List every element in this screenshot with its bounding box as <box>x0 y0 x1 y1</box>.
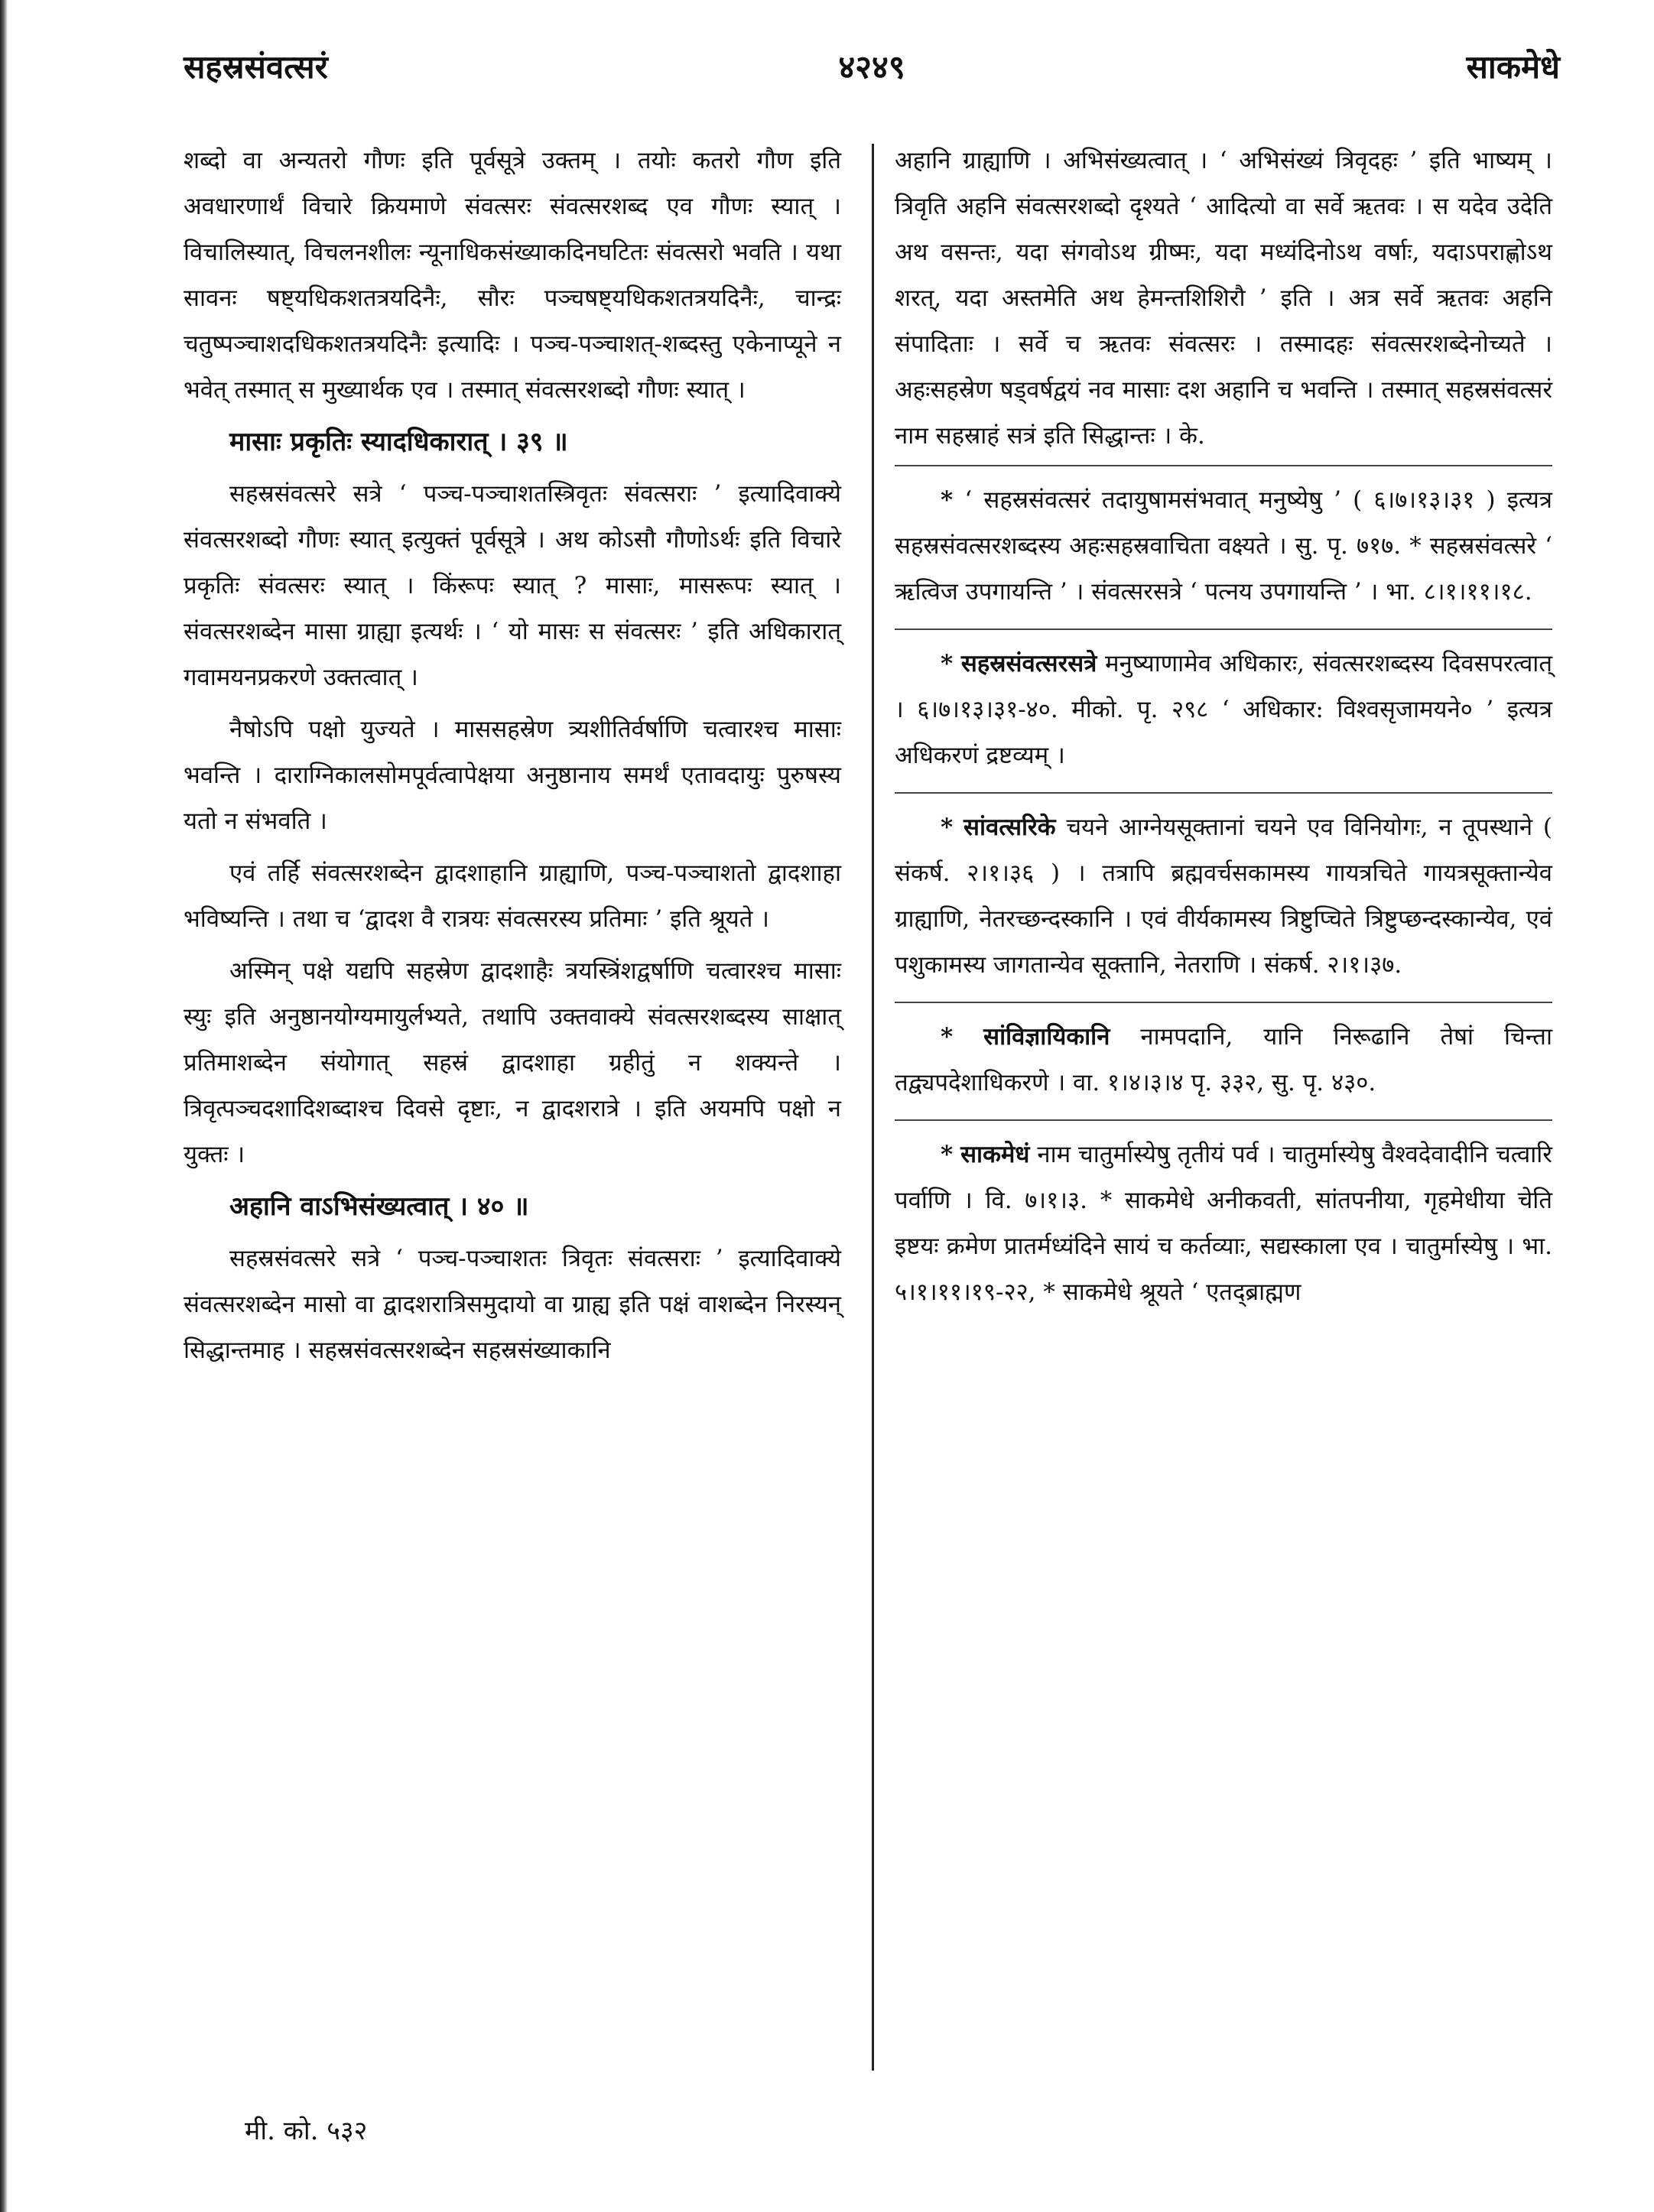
left-paragraph-6: सहस्रसंवत्सरे सत्रे ‘ पञ्च-पञ्चाशतः त्रिवृतः संवत्सराः ’ इत्यादिवाक्ये संवत्सरशब्देन मासो वा द्वादशरात्रिसमुदायो वा ग्राह्य इति पक्षं वाशब्देन निरस्यन् सिद्धान्तमाह । सहस्रसंवत्सरशब्देन सहस्रसंख्याकानि <box>184 1245 841 1364</box>
left-paragraph-5: अस्मिन् पक्षे यद्यपि सहस्रेण द्वादशाहैः त्रयस्त्रिंशद्वर्षाणि चत्वारश्च मासाः स्युः इति अनुष्ठानयोग्यमायुर्लभ्यते, तथापि उक्तवाक्ये संवत्सरशब्दस्य साक्षात् प्रतिमाशब्देन संयोगात् सहस्रं द्वादशाहा ग्रहीतुं न शक्यन्ते । त्रिवृत्पञ्चदशादिशब्दाश्च दिवसे दृष्टाः, न द्वादशरात्रे । इति अयमपि पक्षो न युक्तः । <box>184 957 841 1168</box>
entry-body: ‘ सहस्रसंवत्सरं तदायुषामसंभवात् मनुष्येषु ’ ( ६।७।१३।३१ ) इत्यत्र सहस्रसंवत्सरशब्दस्य अहःसहस्रवाचिता वक्ष्यते । सु. पृ. ७१७. * सहस्रसंवत्सरे ‘ ऋत्विज उपगायन्ति ’ । संवत्सरसत्रे ‘ पत्नय उपगायन्ति ’ । भा. ८।१।११।१८. <box>895 486 1553 606</box>
running-header <box>184 44 1560 98</box>
entry-separator <box>895 465 1552 466</box>
entry-headword: सहस्रसंवत्सरसत्रे <box>960 650 1097 677</box>
page-binding-edge <box>0 0 8 2212</box>
left-paragraph-2: सहस्रसंवत्सरे सत्रे ‘ पञ्च-पञ्चाशतस्त्रिवृतः संवत्सराः ’ इत्यादिवाक्ये संवत्सरशब्दो गौणः स्यात् इत्युक्तं पूर्वसूत्रे । अथ कोऽसौ गौणोऽर्थः इति विचारे प्रकृतिः संवत्सरः स्यात् । किंरूपः स्यात् ? मासाः, मासरूपः स्यात् । संवत्सरशब्देन मासा ग्राह्या इत्यर्थः । ‘ यो मासः स संवत्सरः ’ इति अधिकारात् गवामयनप्रकरणे उक्तत्वात् । <box>184 480 841 691</box>
left-column <box>184 138 841 1379</box>
header-left-word: सहस्रसंवत्सरं <box>184 48 328 86</box>
entry-separator <box>895 792 1552 794</box>
entry-star-icon: * <box>941 1023 954 1051</box>
left-paragraph-4: एवं तर्हि संवत्सरशब्देन द्वादशाहानि ग्राह्याणि, पञ्च-पञ्चाशतो द्वादशाहा भविष्यन्ति । तथा च ‘द्वादश वै रात्रयः संवत्सरस्य प्रतिमाः ’ इति श्रूयते । <box>184 859 841 933</box>
column-divider <box>872 144 874 2071</box>
right-continuation-paragraph: अहानि ग्राह्याणि । अभिसंख्यत्वात् । ‘ अभिसंख्यं त्रिवृदहः ’ इति भाष्यम् । त्रिवृति अहनि संवत्सरशब्दो दृश्यते ‘ आदित्यो वा सर्वे ऋतवः । स यदेव उदेति अथ वसन्तः, यदा संगवोऽथ ग्रीष्मः, यदा मध्यंदिनोऽथ वर्षाः, यदाऽपराह्णोऽथ शरत्, यदा अस्तमेति अथ हेमन्तशिशिरौ ’ इति । अत्र सर्वे ऋतवः अहनि संपादिताः । सर्वे च ऋतवः संवत्सरः । तस्मादहः संवत्सरशब्देनोच्यते । अहःसहस्रेण षड्वर्षद्वयं नव मासाः दश अहानि च भवन्ति । तस्मात् सहस्रसंवत्सरं नाम सहस्राहं सत्रं इति सिद्धान्तः । के. <box>895 147 1552 450</box>
entry-star-icon: * <box>941 650 954 677</box>
entry-samvatsarike <box>895 801 1552 988</box>
entry-body: चयने आग्नेयसूक्तानां चयने एव विनियोगः, न तूपस्थाने ( संकर्ष. २।१।३६ ) । तत्रापि ब्रह्मवर्चसकामस्य गायत्रचिते गायत्रसूक्तान्येव ग्राह्याणि, नेतरच्छन्दस्कानि । एवं वीर्यकामस्य त्रिष्टुप्चिते त्रिष्टुप्छन्दस्कान्येव, एवं पशुकामस्य जागतान्येव सूक्तानि, नेतराणि । संकर्ष. २।१।३७. <box>895 814 1552 979</box>
entry-star-icon: * <box>941 814 954 841</box>
entry-sakamedham <box>895 1129 1552 1315</box>
entry-headword: सांवत्सरिके <box>963 814 1056 841</box>
entry-body: नाम चातुर्मास्येषु तृतीयं पर्व । चातुर्मास्येषु वैश्वदेवादीनि चत्वारि पर्वाणि । वि. ७।१।३. * साकमेधे अनीकवती, सांतपनीया, गृहमेधीया चेति इष्टयः क्रमेण प्रातर्मध्यंदिने सायं च कर्तव्याः, सद्यस्काला एव । चातुर्मास्येषु । भा. ५।१।११।१९-२२, * साकमेधे श्रूयते ‘ एतद्ब्राह्मण <box>895 1141 1552 1306</box>
entry-body: मनुष्याणामेव अधिकारः, संवत्सरशब्दस्य दिवसपरत्वात् । ६।७।१३।३१-४०. मीको. पृ. २९८ ‘ अधिकार: विश्वसृजामयने० ’ इत्यत्र अधिकरणं द्रष्टव्यम् । <box>895 650 1553 769</box>
entry-body: नामपदानि, यानि निरूढानि तेषां चिन्ता तद्व्यपदेशाधिकरणे । वा. १।४।३।४ पृ. ३३२, सु. पृ. ४३०. <box>895 1023 1552 1096</box>
sutra-40: अहानि वाऽभिसंख्यत्वात् । ४० ॥ <box>229 1191 529 1222</box>
entry-separator <box>895 1002 1552 1003</box>
entry-star-icon: * <box>941 1141 954 1168</box>
entry-headword: साकमेधं <box>960 1141 1030 1168</box>
signature-mark: मी. को. ५३२ <box>245 2116 368 2146</box>
entry-sahasrasamvatsarasatre <box>895 638 1552 778</box>
entry-separator <box>895 629 1552 630</box>
right-column <box>895 138 1552 1329</box>
entry-sahasrasamvatsaram <box>895 474 1552 615</box>
sutra-39: मासाः प्रकृतिः स्यादधिकारात् । ३९ ॥ <box>229 427 568 457</box>
entry-samvijnayikani <box>895 1011 1552 1106</box>
header-right-word: साकमेधे <box>1466 48 1560 86</box>
left-paragraph-3: नैषोऽपि पक्षो युज्यते । माससहस्रेण त्र्यशीतिर्वर्षाणि चत्वारश्च मासाः भवन्ति । दाराग्निकालसोमपूर्वत्वापेक्षया अनुष्ठानाय समर्थं एतावदायुः पुरुषस्य यतो न संभवति । <box>184 716 841 835</box>
entry-star-icon: * <box>941 486 954 514</box>
page-number: ४२४९ <box>838 48 905 86</box>
left-paragraph-1: शब्दो वा अन्यतरो गौणः इति पूर्वसूत्रे उक्तम् । तयोः कतरो गौण इति अवधारणार्थं विचारे क्रियमाणे संवत्सरः संवत्सरशब्द एव गौणः स्यात् । विचालिस्यात्, विचलनशीलः न्यूनाधिकसंख्याकदिनघटितः संवत्सरो भवति । यथा सावनः षष्ट्यधिकशतत्रयदिनैः, सौरः पञ्चषष्ट्यधिकशतत्रयदिनैः, चान्द्रः चतुष्पञ्चाशदधिकशतत्रयदिनैः इत्यादिः । पञ्च-पञ्चाशत्-शब्दस्तु एकेनाप्यूने न भवेत् तस्मात् स मुख्यार्थक एव । तस्मात् संवत्सरशब्दो गौणः स्यात् । <box>184 147 841 404</box>
entry-headword: सांविज्ञायिकानि <box>983 1023 1110 1051</box>
entry-separator <box>895 1119 1552 1121</box>
